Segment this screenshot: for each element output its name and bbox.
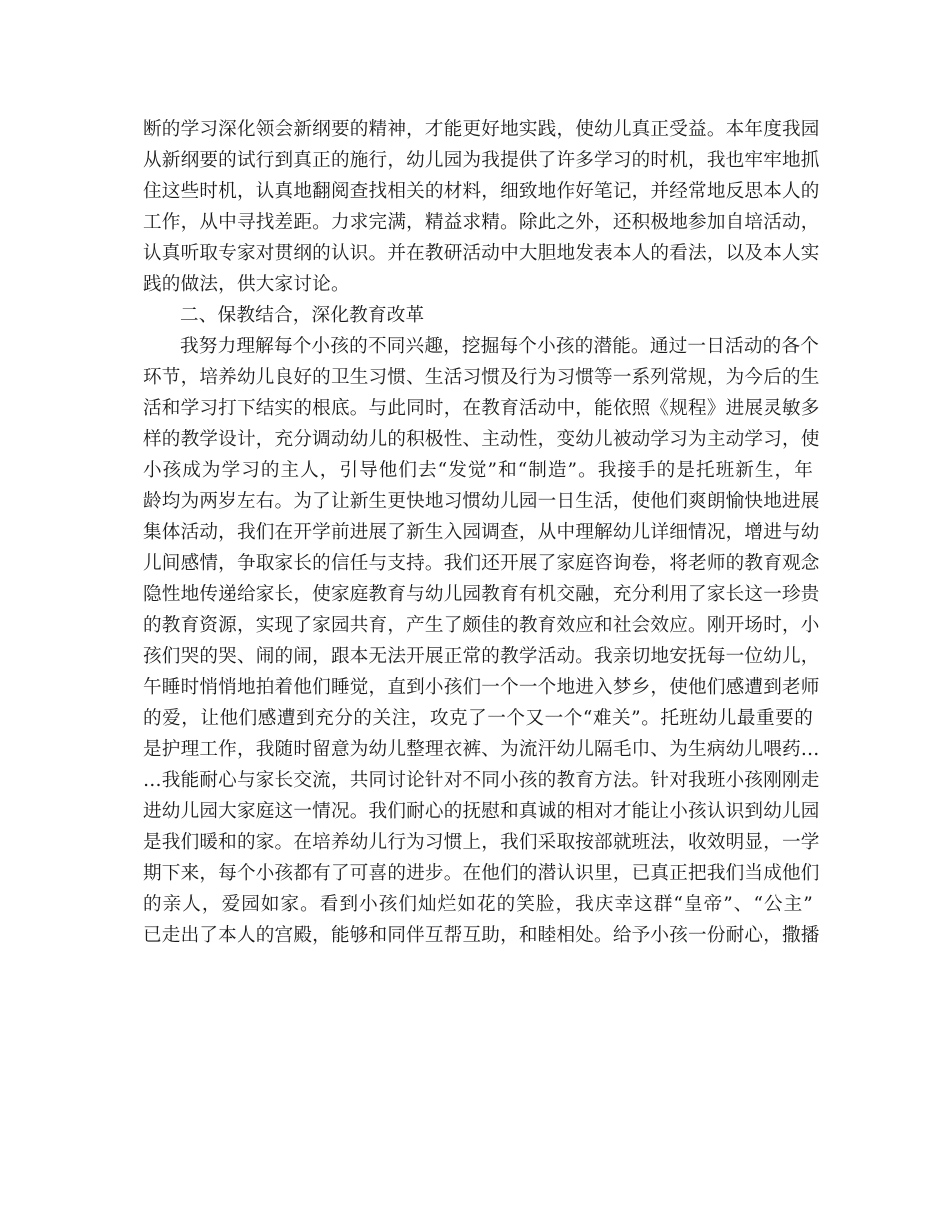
text-line: 龄均为两岁左右。为了让新生更快地习惯幼儿园一日生活，使他们爽朗愉快地进展 (143, 491, 820, 512)
text-line: 小孩成为学习的主人，引导他们去“发觉”和“制造”。我接手的是托班新生，年 (143, 460, 813, 481)
text-line: 的爱，让他们感遭到充分的关注，攻克了一个又一个“难关”。托班幼儿最重要的 (143, 708, 813, 729)
text-line: 午睡时悄悄地拍着他们睡觉，直到小孩们一个一个地进入梦乡，使他们感遭到老师 (143, 677, 820, 698)
text-line: 是护理工作，我随时留意为幼儿整理衣裤、为流汗幼儿隔毛巾、为生病幼儿喂药… (143, 739, 820, 760)
text-line: 活和学习打下结实的根底。与此同时，在教育活动中，能依照《规程》进展灵敏多 (143, 398, 820, 419)
section-heading: 二、保教结合，深化教育改革 (180, 305, 425, 326)
text-line: 儿间感情，争取家长的信任与支持。我们还开展了家庭咨询卷，将老师的教育观念 (143, 553, 820, 574)
text-line: 的亲人，爱园如家。看到小孩们灿烂如花的笑脸，我庆幸这群“皇帝”、“公主” (143, 894, 813, 915)
text-line: 环节，培养幼儿良好的卫生习惯、生活习惯及行为习惯等一系列常规，为今后的生 (143, 367, 820, 388)
text-line: 的教育资源，实现了家园共育，产生了颇佳的教育效应和社会效应。刚开场时，小 (143, 615, 820, 636)
text-line: 样的教学设计，充分调动幼儿的积极性、主动性，变幼儿被动学习为主动学习，使 (143, 429, 820, 450)
text-line: 认真听取专家对贯纲的认识。并在教研活动中大胆地发表本人的看法，以及本人实 (143, 243, 820, 264)
text-line: 断的学习深化领会新纲要的精神，才能更好地实践，使幼儿真正受益。本年度我园 (143, 119, 820, 140)
text-line: 从新纲要的试行到真正的施行，幼儿园为我提供了许多学习的时机，我也牢牢地抓 (143, 150, 820, 171)
document-body (143, 114, 820, 951)
text-line: …我能耐心与家长交流，共同讨论针对不同小孩的教育方法。针对我班小孩刚刚走 (143, 770, 820, 791)
text-line: 集体活动，我们在开学前进展了新生入园调查，从中理解幼儿详细情况，增进与幼 (143, 522, 820, 543)
text-line: 工作，从中寻找差距。力求完满，精益求精。除此之外，还积极地参加自培活动， (143, 212, 820, 233)
text-line: 践的做法，供大家讨论。 (143, 274, 350, 295)
text-line: 孩们哭的哭、闹的闹，跟本无法开展正常的教学活动。我亲切地安抚每一位幼儿， (143, 646, 820, 667)
text-line: 是我们暖和的家。在培养幼儿行为习惯上，我们采取按部就班法，收效明显，一学 (143, 832, 820, 853)
text-line: 期下来，每个小孩都有了可喜的进步。在他们的潜认识里，已真正把我们当成他们 (143, 863, 820, 884)
text-line: 已走出了本人的宫殿，能够和同伴互帮互助，和睦相处。给予小孩一份耐心，撒播 (143, 925, 820, 946)
text-line: 我努力理解每个小孩的不同兴趣，挖掘每个小孩的潜能。通过一日活动的各个 (180, 336, 819, 357)
text-line: 住这些时机，认真地翻阅查找相关的材料，细致地作好笔记，并经常地反思本人的 (143, 181, 820, 202)
text-line: 隐性地传递给家长，使家庭教育与幼儿园教育有机交融，充分利用了家长这一珍贵 (143, 584, 820, 605)
text-line: 进幼儿园大家庭这一情况。我们耐心的抚慰和真诚的相对才能让小孩认识到幼儿园 (143, 801, 820, 822)
